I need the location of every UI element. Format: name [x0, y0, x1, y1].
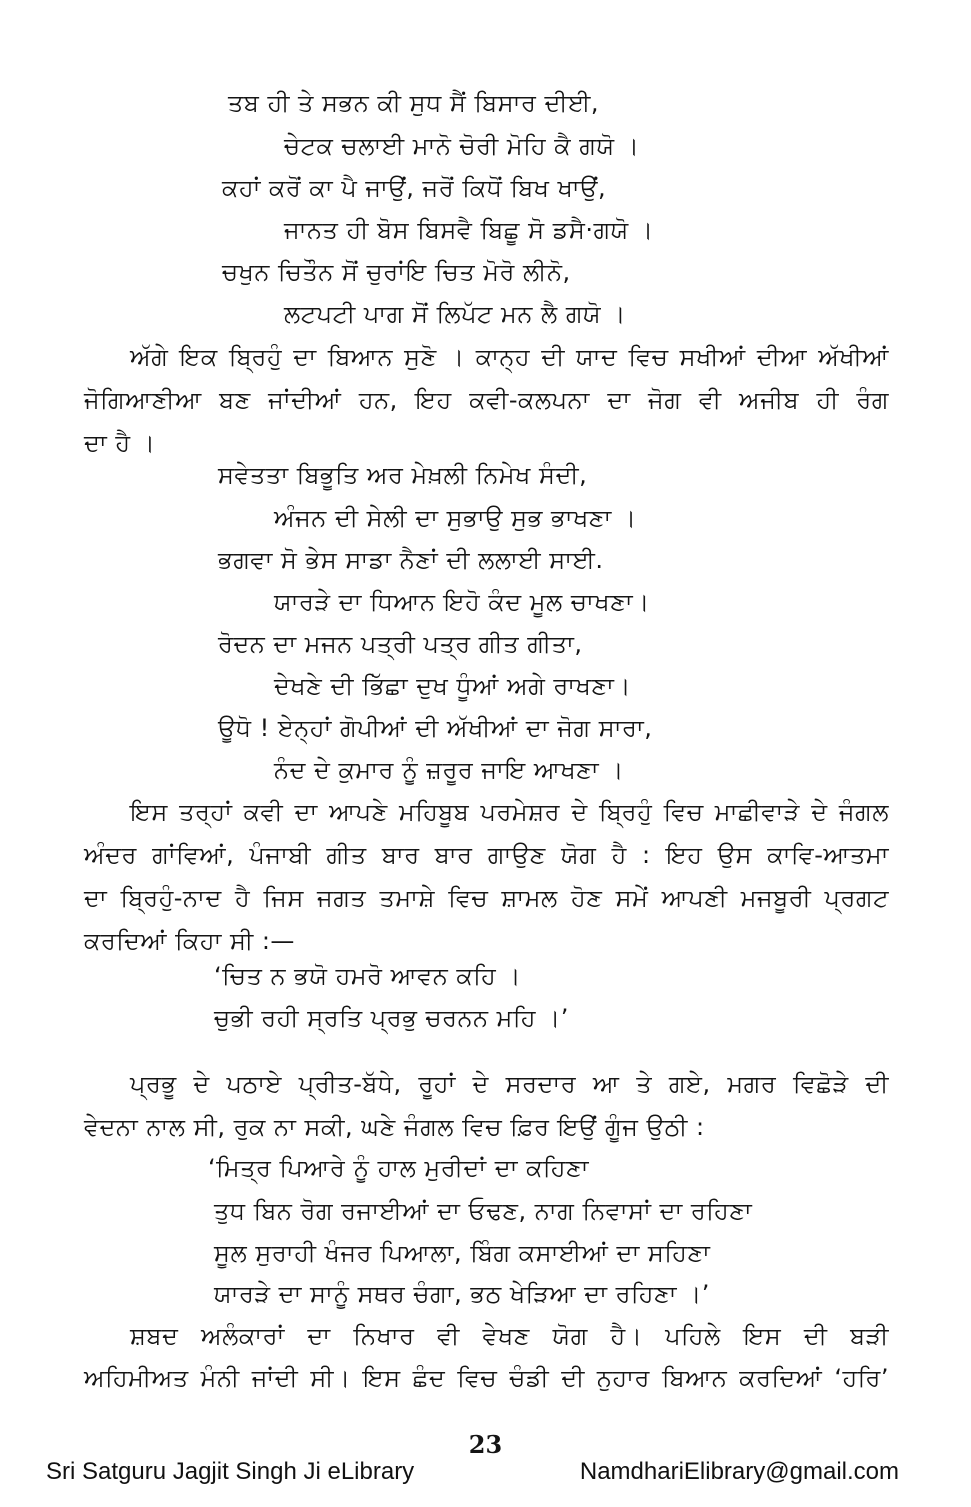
para2-line-1: ਇਸ ਤਰ੍ਹਾਂ ਕਵੀ ਦਾ ਆਪਣੇ ਮਹਿਬੂਬ ਪਰਮੇਸ਼ਰ ਦੇ ਬ੍ਰਿਹੁੰ ਵਿਚ ਮਾਛੀਵਾੜੇ ਦੇ ਜੰਗਲ: [130, 798, 889, 826]
para2-line-3: ਦਾ ਬ੍ਰਿਹੁੰ-ਨਾਦ ਹੈ ਜਿਸ ਜਗਤ ਤਮਾਸ਼ੇ ਵਿਚ ਸ਼ਾਮਲ ਹੋਣ ਸਮੇਂ ਆਪਣੀ ਮਜਬੂਰੀ ਪ੍ਰਗਟ: [84, 884, 889, 912]
poem2-line-5: ਰੋਦਨ ਦਾ ਮਜਨ ਪਤ੍ਰੀ ਪਤ੍ਰ ਗੀਤ ਗੀਤਾ,: [218, 630, 583, 658]
footer-library-name: Sri Satguru Jagjit Singh Ji eLibrary: [46, 1458, 415, 1485]
para4-line-2: ਅਹਿਮੀਅਤ ਮੰਨੀ ਜਾਂਦੀ ਸੀ। ਇਸ ਛੰਦ ਵਿਚ ਚੰਡੀ ਦੀ ਨੁਹਾਰ ਬਿਆਨ ਕਰਦਿਆਂ ‘ਹਰਿ’: [84, 1364, 889, 1392]
quote2-line-1: ‘ਮਿਤ੍ਰ ਪਿਆਰੇ ਨੂੰ ਹਾਲ ਮੁਰੀਦਾਂ ਦਾ ਕਹਿਣਾ: [208, 1154, 589, 1182]
poem2-line-7: ਊਧੋ ! ਏਨ੍ਹਾਂ ਗੋਪੀਆਂ ਦੀ ਅੱਖੀਆਂ ਦਾ ਜੋਗ ਸਾਰਾ,: [218, 714, 653, 742]
quote1-line-2: ਚੁਭੀ ਰਹੀ ਸ੍ਰਤਿ ਪ੍ਰਭੁ ਚਰਨਨ ਮਹਿ ।’: [214, 1004, 569, 1032]
poem2-line-4: ਯਾਰੜੇ ਦਾ ਧਿਆਨ ਇਹੋ ਕੰਦ ਮੂਲ ਚਾਖਣਾ।: [274, 588, 650, 616]
para2-line-4: ਕਰਦਿਆਂ ਕਿਹਾ ਸੀ :—: [84, 927, 295, 955]
poem1-line-1: ਤਬ ਹੀ ਤੇ ਸਭਨ ਕੀ ਸੁਧ ਸੈਂ ਬਿਸਾਰ ਦੀਈ,: [228, 89, 600, 117]
footer-email: NamdhariElibrary@gmail.com: [579, 1458, 899, 1485]
poem1-line-6: ਲਟਪਟੀ ਪਾਗ ਸੋਂ ਲਿਪੱਟ ਮਨ ਲੈ ਗਯੋ ।: [284, 300, 626, 328]
quote2-line-3: ਸੂਲ ਸੁਰਾਹੀ ਖੰਜਰ ਪਿਆਲਾ, ਬਿੰਗ ਕਸਾਈਆਂ ਦਾ ਸਹਿਣਾ: [214, 1239, 711, 1267]
para1-line-2: ਜੋਗਿਆਣੀਆ ਬਣ ਜਾਂਦੀਆਂ ਹਨ, ਇਹ ਕਵੀ-ਕਲਪਨਾ ਦਾ ਜੋਗ ਵੀ ਅਜੀਬ ਹੀ ਰੰਗ: [84, 386, 889, 414]
poem1-line-3: ਕਹਾਂ ਕਰੋਂ ਕਾ ਪੈ ਜਾਉਂ, ਜਰੋਂ ਕਿਧੋਂ ਬਿਖ ਖਾਉਂ,: [222, 174, 607, 202]
poem1-line-4: ਜਾਨਤ ਹੀ ਬੋਸ ਬਿਸਵੈ ਬਿਛੂ ਸੋ ਡਸੈ·ਗਯੋ ।: [284, 216, 654, 244]
quote2-line-2: ਤੁਧ ਬਿਨ ਰੋਗ ਰਜਾਈਆਂ ਦਾ ਓਢਣ, ਨਾਗ ਨਿਵਾਸਾਂ ਦਾ ਰਹਿਣਾ: [214, 1197, 753, 1225]
para1-line-3: ਦਾ ਹੈ ।: [84, 429, 156, 457]
poem1-line-5: ਚਖੁਨ ਚਿਤੌਨ ਸੋਂ ਚੁਰਾਂਇ ਚਿਤ ਮੋਰੋ ਲੀਨੋ,: [222, 258, 571, 286]
poem1-line-2: ਚੇਟਕ ਚਲਾਈ ਮਾਨੋ ਚੋਰੀ ਮੋਹਿ ਕੈ ਗਯੋ ।: [284, 132, 640, 160]
poem2-line-1: ਸਵੇਤਤਾ ਬਿਭੂਤਿ ਅਰ ਮੇਖ਼ਲੀ ਨਿਮੇਖ ਸੰਦੀ,: [218, 461, 588, 489]
quote1-line-1: ‘ਚਿਤ ਨ ਭਯੋ ਹਮਰੋ ਆਵਨ ਕਹਿ ।: [214, 962, 522, 990]
quote2-line-4: ਯਾਰੜੇ ਦਾ ਸਾਨੂੰ ਸਥਰ ਚੰਗਾ, ਭਠ ਖੇੜਿਆ ਦਾ ਰਹਿਣਾ ।’: [214, 1280, 710, 1308]
poem2-line-2: ਅੰਜਨ ਦੀ ਸੇਲੀ ਦਾ ਸੁਭਾਉ ਸੁਭ ਭਾਖਣਾ ।: [274, 504, 637, 532]
para3-line-1: ਪ੍ਰਭੂ ਦੇ ਪਠਾਏ ਪ੍ਰੀਤ-ਬੱਧੇ, ਰੂਹਾਂ ਦੇ ਸਰਦਾਰ ਆ ਤੇ ਗਏ, ਮਗਰ ਵਿਛੋੜੇ ਦੀ: [130, 1070, 889, 1098]
para1-line-1: ਅੱਗੇ ਇਕ ਬ੍ਰਿਹੁੰ ਦਾ ਬਿਆਨ ਸੁਣੋ । ਕਾਨ੍ਹ ਦੀ ਯਾਦ ਵਿਚ ਸਖੀਆਂ ਦੀਆ ਅੱਖੀਆਂ: [130, 343, 889, 371]
para4-line-1: ਸ਼ਬਦ ਅਲੰਕਾਰਾਂ ਦਾ ਨਿਖਾਰ ਵੀ ਵੇਖਣ ਯੋਗ ਹੈ। ਪਹਿਲੇ ਇਸ ਦੀ ਬੜੀ: [130, 1322, 889, 1350]
poem2-line-6: ਦੇਖਣੇ ਦੀ ਭਿੱਛਾ ਦੁਖ ਧੂੰਆਂ ਅਗੇ ਰਾਖਣਾ।: [274, 672, 632, 700]
poem2-line-8: ਨੰਦ ਦੇ ਕੁਮਾਰ ਨੂੰ ਜ਼ਰੂਰ ਜਾਇ ਆਖਣਾ ।: [274, 756, 624, 784]
page-number: 23: [468, 1430, 503, 1459]
poem2-line-3: ਭਗਵਾ ਸੋ ਭੇਸ ਸਾਡਾ ਨੈਣਾਂ ਦੀ ਲਲਾਈ ਸਾਈ.: [218, 546, 604, 574]
para3-line-2: ਵੇਦਨਾ ਨਾਲ ਸੀ, ਰੁਕ ਨਾ ਸਕੀ, ਘਣੇ ਜੰਗਲ ਵਿਚ ਫ਼ਿਰ ਇਉਂ ਗੂੰਜ ਉਠੀ :: [84, 1113, 705, 1141]
para2-line-2: ਅੰਦਰ ਗਾਂਵਿਆਂ, ਪੰਜਾਬੀ ਗੀਤ ਬਾਰ ਬਾਰ ਗਾਉਣ ਯੋਗ ਹੈ : ਇਹ ਉਸ ਕਾਵਿ-ਆਤਮਾ: [84, 841, 889, 869]
